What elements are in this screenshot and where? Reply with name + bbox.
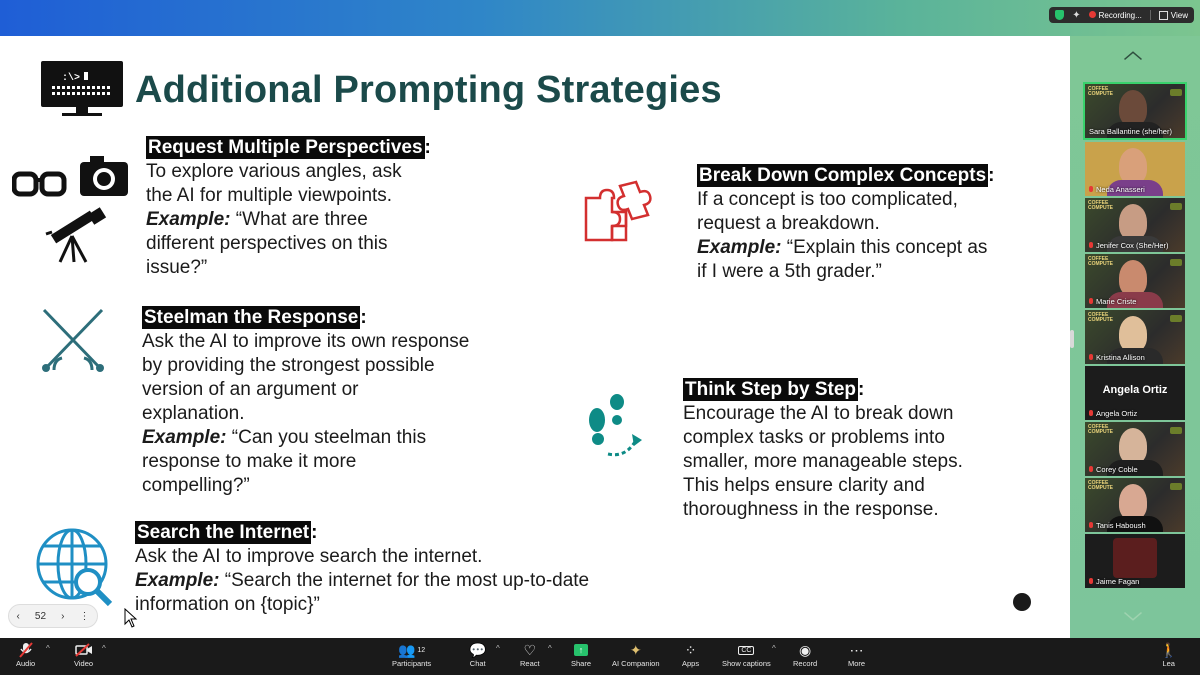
participants-button[interactable] (392, 641, 431, 668)
example-line: different perspectives on this (146, 233, 388, 254)
participant-name: Kristina Allison (1096, 353, 1145, 362)
video-label: Video (74, 659, 94, 668)
recording-indicator[interactable] (1089, 11, 1142, 20)
avatar (1113, 538, 1157, 578)
participant-tile[interactable]: COFFEE COMPUTE Kristina Allison (1085, 310, 1185, 364)
apps-label: Apps (682, 659, 700, 668)
body-line: explanation. (142, 403, 245, 424)
muted-mic-icon (1089, 578, 1093, 584)
floating-reaction-button[interactable] (1013, 593, 1031, 611)
sparkle-icon: ✦ (629, 641, 642, 658)
section-heading: Steelman the Response (144, 307, 359, 328)
muted-mic-icon (19, 641, 33, 659)
participant-name: Jaime Fagan (1096, 577, 1140, 586)
muted-mic-icon (1089, 522, 1093, 528)
slide-navigator (8, 604, 98, 628)
heart-icon: ♡ (523, 641, 537, 658)
puzzle-pieces-icon (582, 180, 654, 244)
section-heading: Search the Internet (137, 522, 310, 543)
participant-tile[interactable] (1085, 142, 1185, 196)
react-label: React (520, 659, 540, 668)
share-screen-icon: ↑ (574, 641, 588, 659)
view-label: View (1170, 10, 1188, 20)
view-button[interactable] (1159, 11, 1188, 20)
captions-options-caret-icon[interactable]: ^ (772, 644, 776, 653)
participant-name: Angela Ortiz (1096, 409, 1138, 418)
participant-tile[interactable]: COFFEE COMPUTE Tanis Haboush (1085, 478, 1185, 532)
react-options-caret-icon[interactable]: ^ (548, 644, 552, 653)
section-request-multiple-perspectives: Request Multiple Perspectives : To explore various angles, ask the AI for multiple viewpoints. Example: “What are three different perspectives on this issue?” (146, 137, 431, 278)
sparkle-icon[interactable]: ✦ (1072, 9, 1081, 21)
more-label: More (848, 659, 866, 668)
apps-button[interactable] (682, 641, 699, 668)
body-line: request a breakdown. (697, 213, 880, 234)
example-line: “Search the internet for the most up-to-date (224, 570, 590, 591)
svg-text::\>: :\> (62, 73, 81, 84)
ai-companion-button[interactable] (612, 641, 660, 668)
react-button[interactable] (520, 641, 540, 668)
participant-tile[interactable]: COFFEE COMPUTE Jenifer Cox (She/Her) (1085, 198, 1185, 252)
participants-icon: 👥 12 (397, 641, 426, 658)
divider (1150, 10, 1151, 20)
video-options-caret-icon[interactable]: ^ (102, 644, 106, 653)
participant-tile[interactable]: COFFEE COMPUTE Sara Ballantine (she/her) (1085, 84, 1185, 138)
muted-mic-icon (1089, 298, 1093, 304)
example-label: Example: (142, 427, 227, 448)
more-options-icon[interactable]: ⋮ (79, 610, 90, 622)
participant-tile[interactable] (1085, 366, 1185, 420)
shared-slide (0, 36, 1070, 638)
participants-count: 12 (417, 646, 426, 654)
body-line: by providing the strongest possible (142, 355, 435, 376)
captions-icon: CC (738, 641, 754, 659)
muted-mic-icon (1089, 242, 1093, 248)
chat-button[interactable] (469, 641, 486, 668)
body-line: smaller, more manageable steps. (683, 451, 963, 472)
shield-icon (1055, 10, 1064, 20)
example-line: “Explain this concept as (786, 237, 988, 258)
audio-label: Audio (16, 659, 36, 668)
leave-button[interactable] (1160, 641, 1177, 668)
example-line: if I were a 5th grader.” (697, 261, 882, 282)
slide-title: Additional Prompting Strategies (135, 69, 722, 111)
participant-tile[interactable]: COFFEE COMPUTE Corey Coble (1085, 422, 1185, 476)
more-button[interactable] (848, 641, 865, 668)
participant-name: Marie Criste (1096, 297, 1137, 306)
muted-mic-icon (1089, 186, 1093, 192)
body-line: This helps ensure clarity and (683, 475, 925, 496)
participant-name: Jenifer Cox (She/Her) (1096, 241, 1169, 250)
example-label: Example: (135, 570, 220, 591)
example-line: compelling?” (142, 475, 250, 496)
record-icon: ◉ (798, 641, 812, 658)
body-line: the AI for multiple viewpoints. (146, 185, 393, 206)
glasses-camera-telescope-icon (12, 154, 132, 264)
crossed-swords-icon (38, 306, 108, 376)
record-dot-icon (1089, 11, 1096, 18)
record-label: Record (793, 659, 818, 668)
page-number: 52 (34, 610, 47, 622)
body-line: version of an argument or (142, 379, 359, 400)
section-heading: Think Step by Step (685, 379, 857, 400)
grid-icon (1159, 11, 1168, 20)
leave-label: Lea (1162, 659, 1175, 668)
ai-companion-label: AI Companion (612, 659, 660, 668)
body-line: complex tasks or problems into (683, 427, 945, 448)
example-line: response to make it more (142, 451, 357, 472)
body-line: Ask the AI to improve its own response (142, 331, 470, 352)
chevron-up-icon[interactable]: ︿ (1124, 42, 1142, 62)
chat-label: Chat (469, 659, 486, 668)
share-label: Share (571, 659, 592, 668)
meeting-status-pill (1049, 7, 1194, 23)
body-line: thoroughness in the response. (683, 499, 939, 520)
body-line: Ask the AI to improve search the internet. (135, 546, 483, 567)
video-button[interactable] (74, 641, 93, 668)
section-steelman-the-response: Steelman the Response : Ask the AI to improve its own response by providing the strongest possible version of an argument or explanation. Example: “Can you steelman this response to make it more compelling?” (142, 307, 470, 496)
section-think-step-by-step: Think Step by Step : Encourage the AI to break down complex tasks or problems into smaller, more manageable steps. This helps ensure clarity and thoroughness in the response. (683, 379, 963, 520)
show-captions-label: Show captions (722, 659, 771, 668)
participant-name: Tanis Haboush (1096, 521, 1146, 530)
prev-slide-icon[interactable]: ‹ (16, 610, 20, 622)
example-line: “What are three (235, 209, 368, 230)
body-line: Encourage the AI to break down (683, 403, 954, 424)
example-label: Example: (697, 237, 782, 258)
participant-tile[interactable] (1085, 534, 1185, 588)
body-line: To explore various angles, ask (146, 161, 402, 182)
monitor-code-icon (40, 60, 124, 118)
example-line: issue?” (146, 257, 208, 278)
participant-name: Neda Anasseri (1096, 185, 1145, 194)
section-break-down-complex-concepts: Break Down Complex Concepts : If a concept is too complicated, request a breakdown. Example: “Explain this concept as if I were a 5th grader.” (697, 165, 995, 282)
recording-label: Recording... (1098, 10, 1142, 20)
chat-options-caret-icon[interactable]: ^ (496, 644, 500, 653)
participant-display-name: Angela Ortiz (1102, 384, 1168, 396)
muted-mic-icon (1089, 466, 1093, 472)
apps-icon: ⁘ (684, 641, 697, 658)
participant-tile[interactable]: COFFEE COMPUTE Marie Criste (1085, 254, 1185, 308)
video-off-icon (75, 641, 93, 659)
muted-mic-icon (1089, 354, 1093, 360)
example-line: information on {topic}” (135, 594, 320, 615)
record-button[interactable] (793, 641, 817, 668)
globe-search-icon (34, 526, 116, 608)
chevron-down-icon[interactable]: ﹀ (1124, 612, 1142, 632)
body-line: If a concept is too complicated, (697, 189, 958, 210)
mouse-cursor-icon (124, 608, 138, 628)
meeting-top-bar (0, 0, 1200, 36)
muted-mic-icon (1089, 410, 1093, 416)
section-heading: Break Down Complex Concepts (699, 165, 987, 186)
example-label: Example: (146, 209, 231, 230)
participants-label: Participants (392, 659, 432, 668)
panel-resize-handle[interactable] (1070, 330, 1074, 348)
section-heading: Request Multiple Perspectives (148, 137, 423, 158)
show-captions-button[interactable] (722, 641, 771, 668)
footsteps-icon (584, 394, 650, 458)
leave-icon: 🚶 (1160, 641, 1178, 658)
participant-name: Corey Coble (1096, 465, 1138, 474)
participant-name: Sara Ballantine (she/her) (1089, 127, 1172, 136)
audio-options-caret-icon[interactable]: ^ (46, 644, 50, 653)
chat-icon: 💬 (469, 641, 487, 658)
meeting-toolbar (0, 638, 1200, 675)
section-search-the-internet: Search the Internet : Ask the AI to improve search the internet. Example: “Search the internet for the most up-to-date information on {topic}” (135, 522, 590, 615)
more-icon: ⋯ (849, 641, 864, 658)
next-slide-icon[interactable]: › (61, 610, 65, 622)
share-button[interactable] (571, 641, 591, 668)
example-line: “Can you steelman this (231, 427, 427, 448)
audio-button[interactable] (16, 641, 35, 668)
